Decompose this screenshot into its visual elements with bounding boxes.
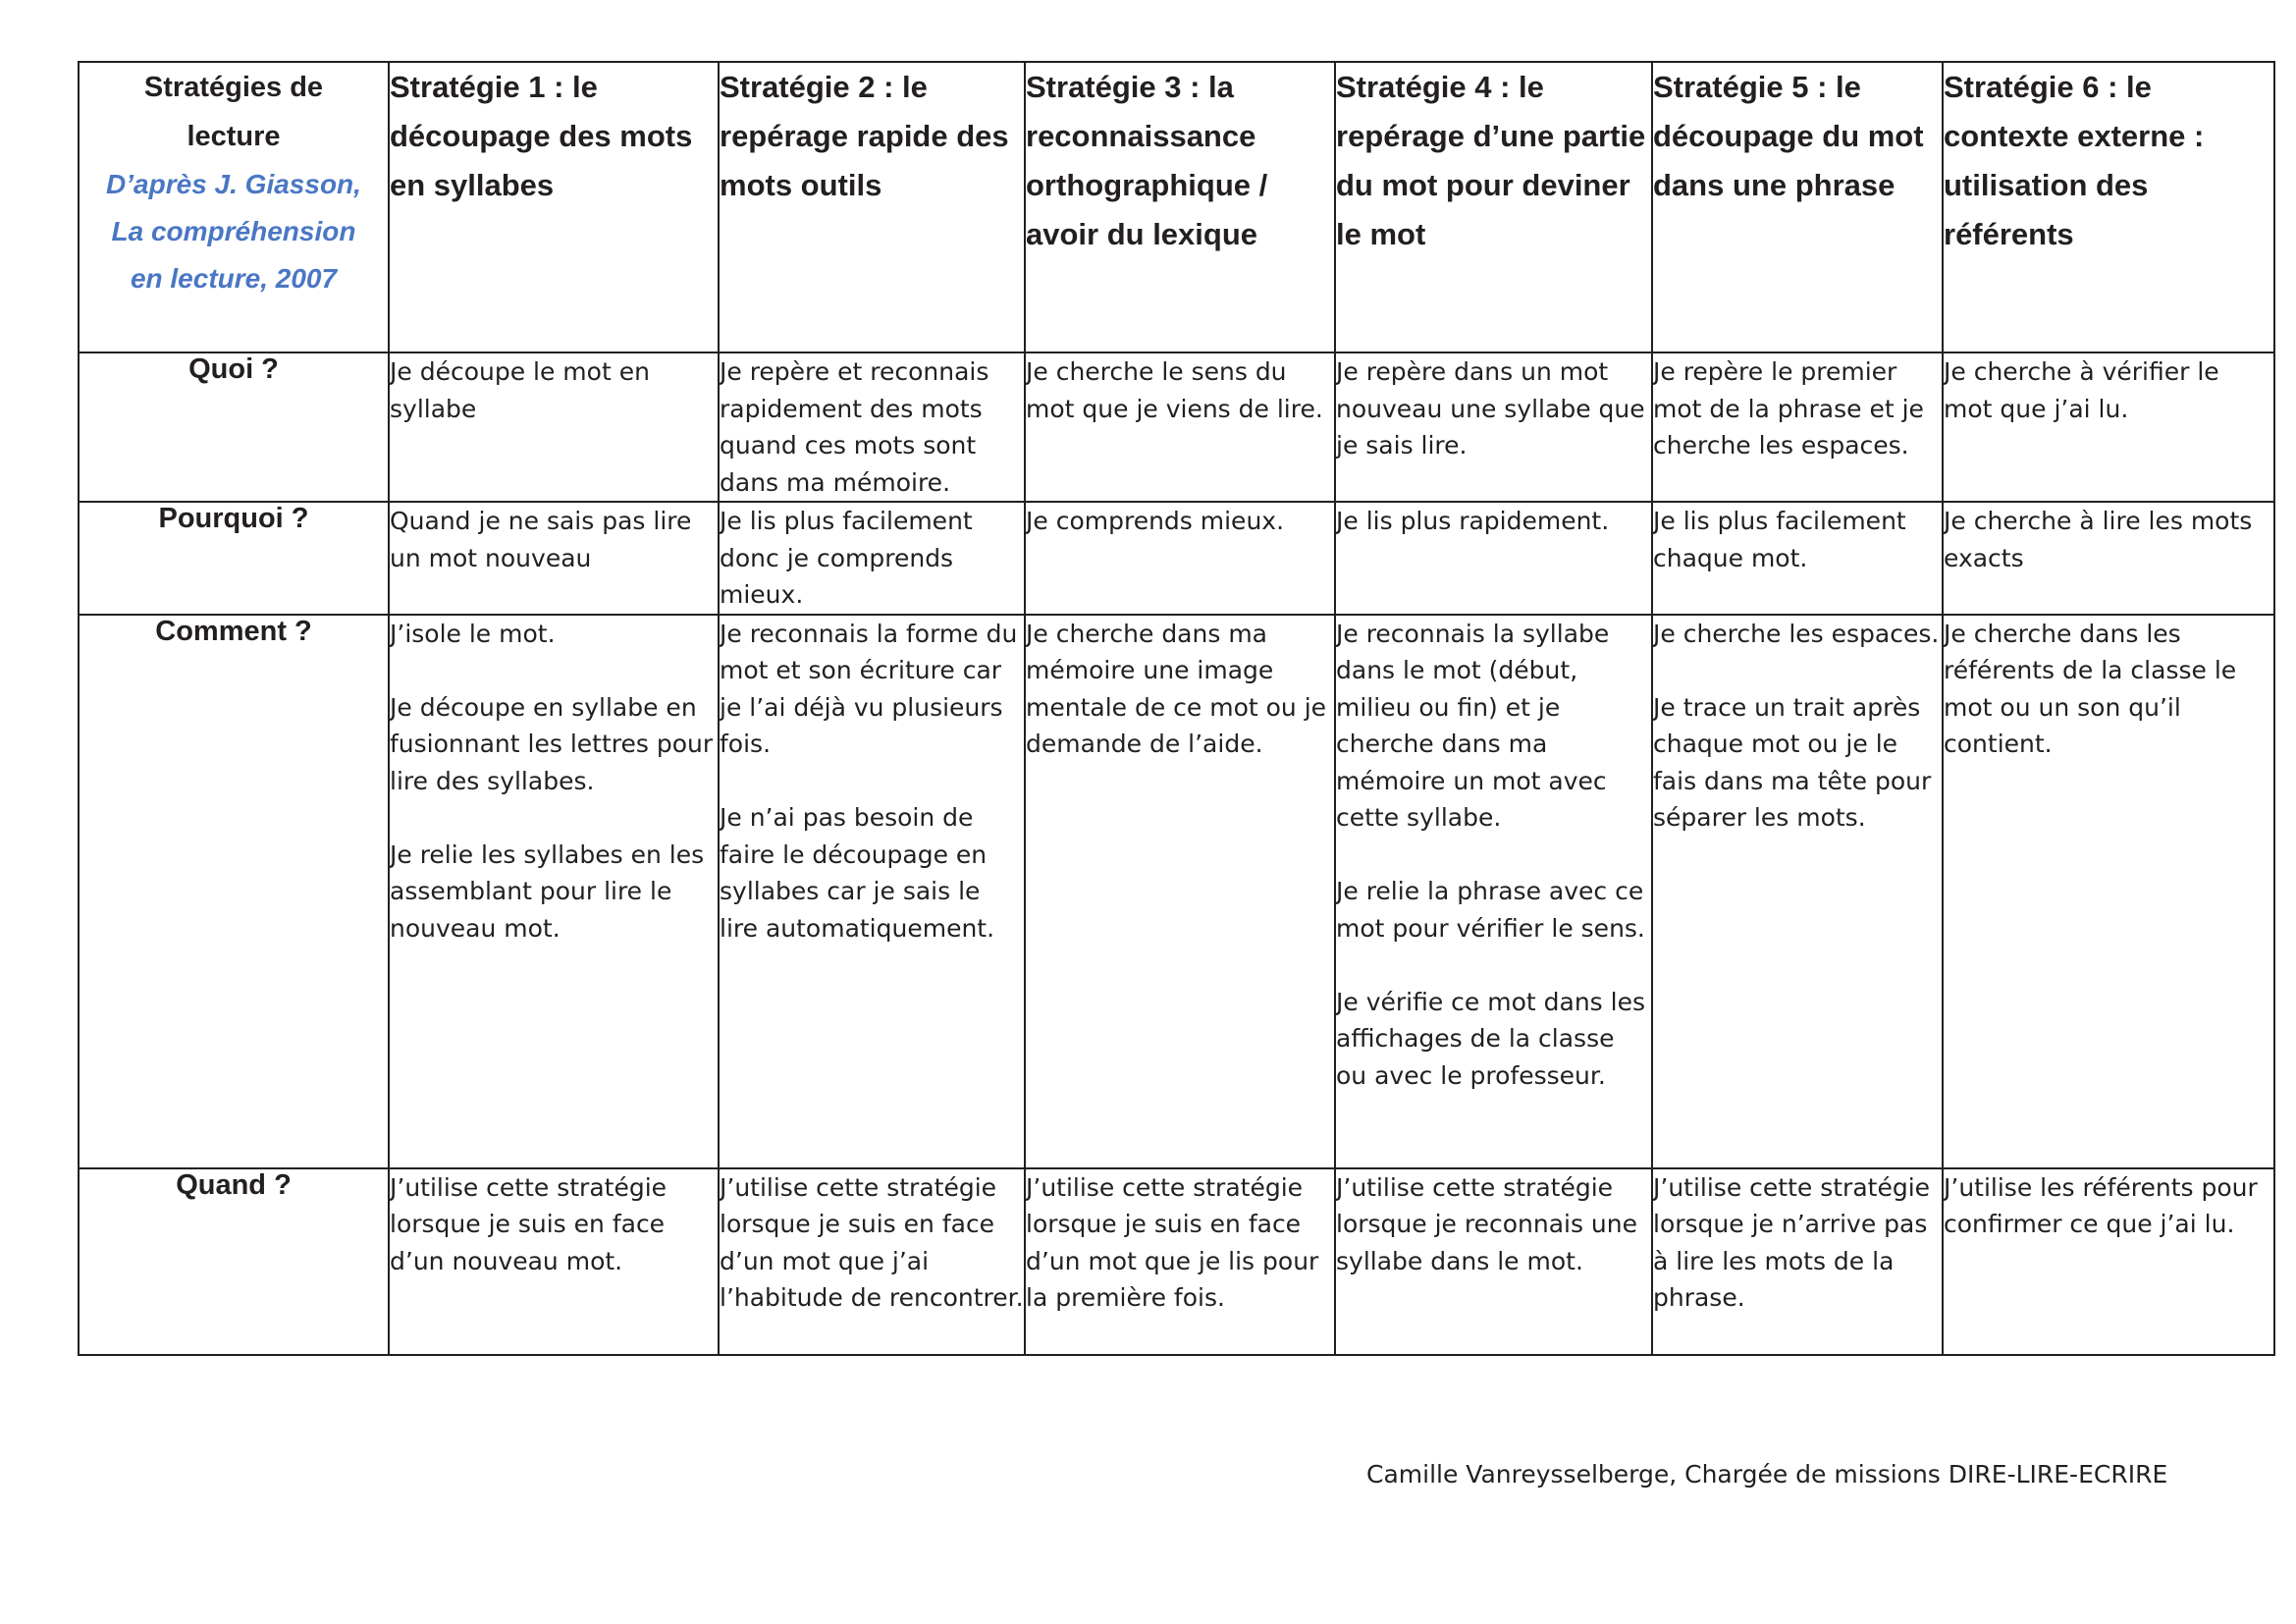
cell-paragraph: Je cherche dans les référents de la classe le mot ou un son qu’il contient. (1944, 619, 2237, 758)
source-line-3: en lecture, 2007 (130, 263, 338, 294)
row-label: Comment ? (79, 615, 389, 1168)
cell-paragraph: Je cherche à lire les mots exacts (1944, 507, 2253, 572)
header-row (79, 62, 2274, 352)
table-cell (1025, 615, 1335, 1168)
author-footer: Camille Vanreysselberge, Chargée de missions DIRE-LIRE-ECRIRE (1366, 1460, 2168, 1489)
table-cell (719, 615, 1025, 1168)
table-cell (389, 352, 719, 502)
cell-paragraph: Je découpe en syllabe en fusionnant les lettres pour lire des syllabes. (390, 692, 714, 795)
strategy-4-header: Stratégie 4 : le repérage d’une partie du mot pour deviner le mot (1335, 62, 1652, 352)
strategy-3-header: Stratégie 3 : la reconnaissance orthographique / avoir du lexique (1025, 62, 1335, 352)
cell-paragraph: Je comprends mieux. (1026, 507, 1285, 535)
table-cell (1652, 1168, 1943, 1355)
table-cell (1335, 352, 1652, 502)
row-label: Quoi ? (79, 352, 389, 502)
cell-paragraph: Je repère le premier mot de la phrase et je cherche les espaces. (1653, 357, 1924, 460)
cell-paragraph: Je n’ai pas besoin de faire le découpage en syllabes car je sais le lire automatiquement. (720, 803, 995, 943)
cell-paragraph: Je découpe le mot en syllabe (390, 357, 650, 423)
cell-paragraph: Je lis plus rapidement. (1336, 507, 1610, 535)
table-cell (1335, 1168, 1652, 1355)
table-cell (1025, 1168, 1335, 1355)
cell-paragraph: J’utilise cette stratégie lorsque je suis en face d’un nouveau mot. (390, 1172, 667, 1275)
table-cell (719, 352, 1025, 502)
cell-paragraph: Je trace un trait après chaque mot ou je le fais dans ma tête pour séparer les mots. (1653, 692, 1932, 832)
source-line-2: La compréhension (111, 216, 356, 246)
cell-paragraph: Je reconnais la forme du mot et son écriture car je l’ai déjà vu plusieurs fois. (720, 619, 1018, 758)
cell-paragraph: Je cherche les espaces. (1653, 619, 1940, 648)
table-cell (1943, 502, 2274, 615)
cell-paragraph: Je vérifie ce mot dans les affichages de la classe ou avec le professeur. (1336, 987, 1646, 1090)
corner-title-line1: Stratégies de (143, 72, 324, 103)
table-row (79, 352, 2274, 502)
row-label: Pourquoi ? (79, 502, 389, 615)
strategy-2-header: Stratégie 2 : le repérage rapide des mots outils (719, 62, 1025, 352)
cell-paragraph: Je reconnais la syllabe dans le mot (début, milieu ou fin) et je cherche dans ma mémoire un mot avec cette syllabe. (1336, 619, 1610, 832)
table-cell (389, 1168, 719, 1355)
cell-paragraph: Je cherche à vérifier le mot que j’ai lu. (1944, 357, 2219, 423)
cell-paragraph: J’utilise cette stratégie lorsque je n’arrive pas à lire les mots de la phrase. (1653, 1172, 1931, 1312)
cell-paragraph: Je lis plus facilement donc je comprends mieux. (720, 507, 973, 609)
cell-paragraph: J’utilise les référents pour confirmer ce que j’ai lu. (1944, 1172, 2258, 1238)
table-cell (1652, 352, 1943, 502)
cell-paragraph: J’isole le mot. (390, 619, 556, 648)
table-body (79, 352, 2274, 1355)
cell-paragraph: Je relie les syllabes en les assemblant pour lire le nouveau mot. (390, 839, 705, 943)
cell-paragraph: J’utilise cette stratégie lorsque je suis en face d’un mot que j’ai l’habitude de rencontrer. (720, 1172, 1024, 1312)
table-cell (1025, 352, 1335, 502)
corner-header (79, 62, 389, 352)
table-cell (389, 615, 719, 1168)
cell-paragraph: Je relie la phrase avec ce mot pour vérifier le sens. (1336, 877, 1645, 943)
table-cell (1943, 1168, 2274, 1355)
strategy-6-header: Stratégie 6 : le contexte externe : utilisation des référents (1943, 62, 2274, 352)
strategy-1-header: Stratégie 1 : le découpage des mots en syllabes (389, 62, 719, 352)
table-cell (1025, 502, 1335, 615)
table-cell (389, 502, 719, 615)
cell-paragraph: Je cherche le sens du mot que je viens de lire. (1026, 357, 1323, 423)
table-cell (1943, 615, 2274, 1168)
source-line-1: D’après J. Giasson, (106, 169, 361, 199)
table-cell (1335, 615, 1652, 1168)
strategies-table (78, 61, 2275, 1356)
corner-title-line2: lecture (187, 121, 281, 152)
table-cell (1652, 615, 1943, 1168)
table-cell (1652, 502, 1943, 615)
cell-paragraph: Je cherche dans ma mémoire une image mentale de ce mot ou je demande de l’aide. (1026, 619, 1327, 758)
table-cell (1943, 352, 2274, 502)
cell-paragraph: Quand je ne sais pas lire un mot nouveau (390, 507, 692, 572)
table-row (79, 615, 2274, 1168)
cell-paragraph: Je repère dans un mot nouveau une syllabe que je sais lire. (1336, 357, 1645, 460)
cell-paragraph: Je lis plus facilement chaque mot. (1653, 507, 1906, 572)
cell-paragraph: J’utilise cette stratégie lorsque je suis en face d’un mot que je lis pour la première fois. (1026, 1172, 1319, 1312)
cell-paragraph: J’utilise cette stratégie lorsque je reconnais une syllabe dans le mot. (1336, 1172, 1638, 1275)
table-row (79, 502, 2274, 615)
table-row (79, 1168, 2274, 1355)
table-cell (719, 502, 1025, 615)
table-cell (719, 1168, 1025, 1355)
strategy-5-header: Stratégie 5 : le découpage du mot dans une phrase (1652, 62, 1943, 352)
table-cell (1335, 502, 1652, 615)
row-label: Quand ? (79, 1168, 389, 1355)
cell-paragraph: Je repère et reconnais rapidement des mots quand ces mots sont dans ma mémoire. (720, 357, 989, 497)
